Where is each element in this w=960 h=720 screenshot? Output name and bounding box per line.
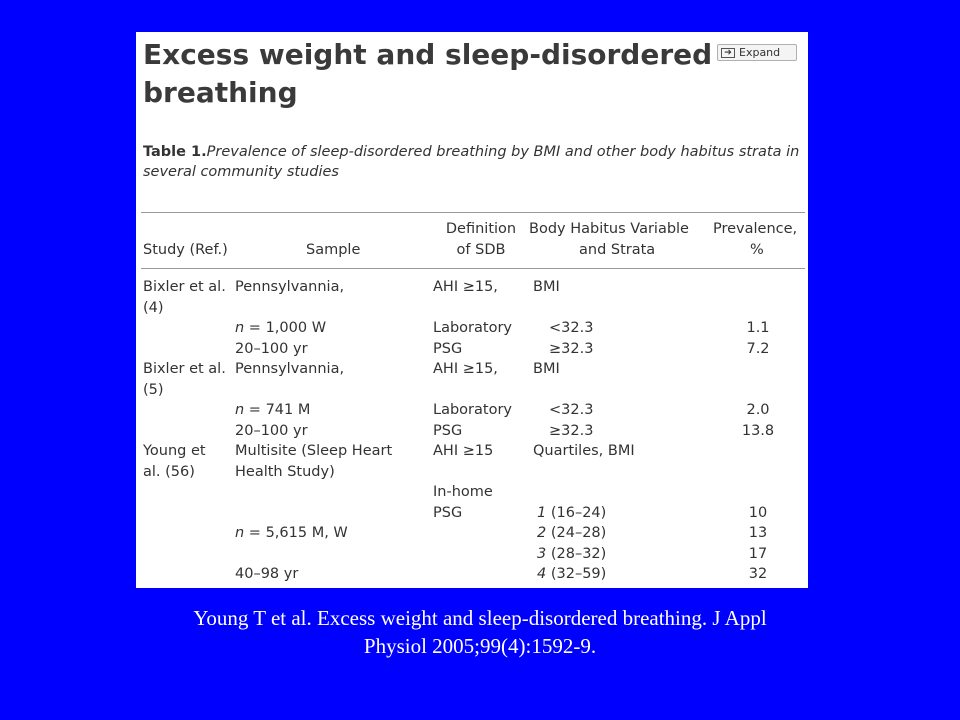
citation xyxy=(0,604,960,660)
cell-definition: In-home xyxy=(433,484,493,500)
cell-sample xyxy=(235,441,392,461)
cell-sample xyxy=(235,318,326,338)
sample-n-symbol: n xyxy=(235,402,245,418)
cell-study: Bixler et al. xyxy=(143,279,226,295)
cell-prevalence: 1.1 xyxy=(746,320,770,336)
cell-prevalence: 13.8 xyxy=(741,423,775,439)
habitus-text: Quartiles, BMI xyxy=(533,443,635,459)
sample-text: 20–100 yr xyxy=(235,423,308,439)
quartile-number: 2 xyxy=(537,525,547,541)
habitus-text: ≥32.3 xyxy=(549,423,594,439)
cell-sample xyxy=(235,564,298,584)
cell-study: Young et xyxy=(143,443,206,459)
habitus-text: ≥32.3 xyxy=(549,341,594,357)
sample-text: = 5,615 M, W xyxy=(244,525,348,541)
cell-habitus xyxy=(549,421,593,441)
cell-definition: AHI ≥15 xyxy=(433,443,494,459)
quartile-number: 3 xyxy=(537,546,547,562)
header-habitus-2: and Strata xyxy=(579,242,656,258)
cell-prevalence: 10 xyxy=(748,505,768,521)
cell-sample xyxy=(235,400,310,420)
sample-text: Health Study) xyxy=(235,464,335,480)
data-table xyxy=(136,32,808,588)
sample-text: Pennsylvannia, xyxy=(235,361,345,377)
cell-study: (4) xyxy=(143,300,164,316)
cell-sample xyxy=(235,421,308,441)
cell-sample xyxy=(235,359,344,379)
cell-habitus xyxy=(537,564,606,584)
quartile-number: 1 xyxy=(537,505,547,521)
cell-study: al. (56) xyxy=(143,464,195,480)
cell-definition: PSG xyxy=(433,423,463,439)
cell-sample xyxy=(235,523,348,543)
cell-prevalence: 17 xyxy=(748,546,768,562)
cell-study: (5) xyxy=(143,382,164,398)
header-definition-2: of SDB xyxy=(456,242,506,258)
cell-habitus xyxy=(549,339,593,359)
table-label: Table 1. xyxy=(143,144,207,160)
cell-definition: PSG xyxy=(433,505,463,521)
cell-habitus xyxy=(549,318,593,338)
cell-definition: Laboratory xyxy=(433,402,512,418)
cell-prevalence: 7.2 xyxy=(746,341,770,357)
cell-definition: PSG xyxy=(433,341,463,357)
citation-line-2: Physiol 2005;99(4):1592-9. xyxy=(363,634,597,658)
cell-habitus xyxy=(537,544,606,564)
cell-habitus xyxy=(533,277,560,297)
table-caption-text: Prevalence of sleep-disordered breathing by BMI and other body habitus strata in several community studies xyxy=(143,144,800,180)
header-prevalence: Prevalence, xyxy=(713,221,798,237)
header-habitus: Body Habitus Variable xyxy=(529,221,689,237)
article-screenshot xyxy=(136,32,808,588)
sample-text: 40–98 yr xyxy=(235,566,299,582)
cell-prevalence: 32 xyxy=(748,566,768,582)
cell-prevalence: 13 xyxy=(748,525,768,541)
cell-habitus xyxy=(549,400,593,420)
sample-n-symbol: n xyxy=(235,320,245,336)
cell-sample xyxy=(235,277,344,297)
sample-text: Pennsylvannia, xyxy=(235,279,345,295)
expand-label: Expand xyxy=(739,46,781,59)
habitus-text: (28–32) xyxy=(546,546,607,562)
cell-habitus xyxy=(533,441,635,461)
habitus-text: BMI xyxy=(533,279,560,295)
cell-habitus xyxy=(537,503,606,523)
cell-prevalence: 2.0 xyxy=(746,402,770,418)
sample-text: 20–100 yr xyxy=(235,341,308,357)
cell-study: Bixler et al. xyxy=(143,361,226,377)
habitus-text: (32–59) xyxy=(546,566,607,582)
header-study: Study (Ref.) xyxy=(143,242,228,258)
cell-habitus xyxy=(537,523,606,543)
cell-sample xyxy=(235,339,308,359)
cell-definition: Laboratory xyxy=(433,320,512,336)
header-sample: Sample xyxy=(306,242,361,258)
habitus-text: BMI xyxy=(533,361,560,377)
quartile-number: 4 xyxy=(537,566,547,582)
sample-text: = 1,000 W xyxy=(244,320,327,336)
cell-sample xyxy=(235,462,335,482)
habitus-text: (24–28) xyxy=(546,525,607,541)
habitus-text: (16–24) xyxy=(546,505,607,521)
arrow-right-icon: ➔ xyxy=(721,48,735,58)
sample-n-symbol: n xyxy=(235,525,245,541)
habitus-text: <32.3 xyxy=(549,320,594,336)
article-title: Excess weight and sleep-disordered breathing xyxy=(143,38,713,109)
cell-definition: AHI ≥15, xyxy=(433,279,498,295)
cell-definition: AHI ≥15, xyxy=(433,361,498,377)
header-prevalence-2: % xyxy=(750,242,764,258)
citation-line-1: Young T et al. Excess weight and sleep-disordered breathing. J Appl xyxy=(193,606,767,630)
header-definition: Definition xyxy=(445,221,517,237)
sample-text: Multisite (Sleep Heart xyxy=(235,443,393,459)
cell-habitus xyxy=(533,359,560,379)
sample-text: = 741 M xyxy=(244,402,311,418)
habitus-text: <32.3 xyxy=(549,402,594,418)
